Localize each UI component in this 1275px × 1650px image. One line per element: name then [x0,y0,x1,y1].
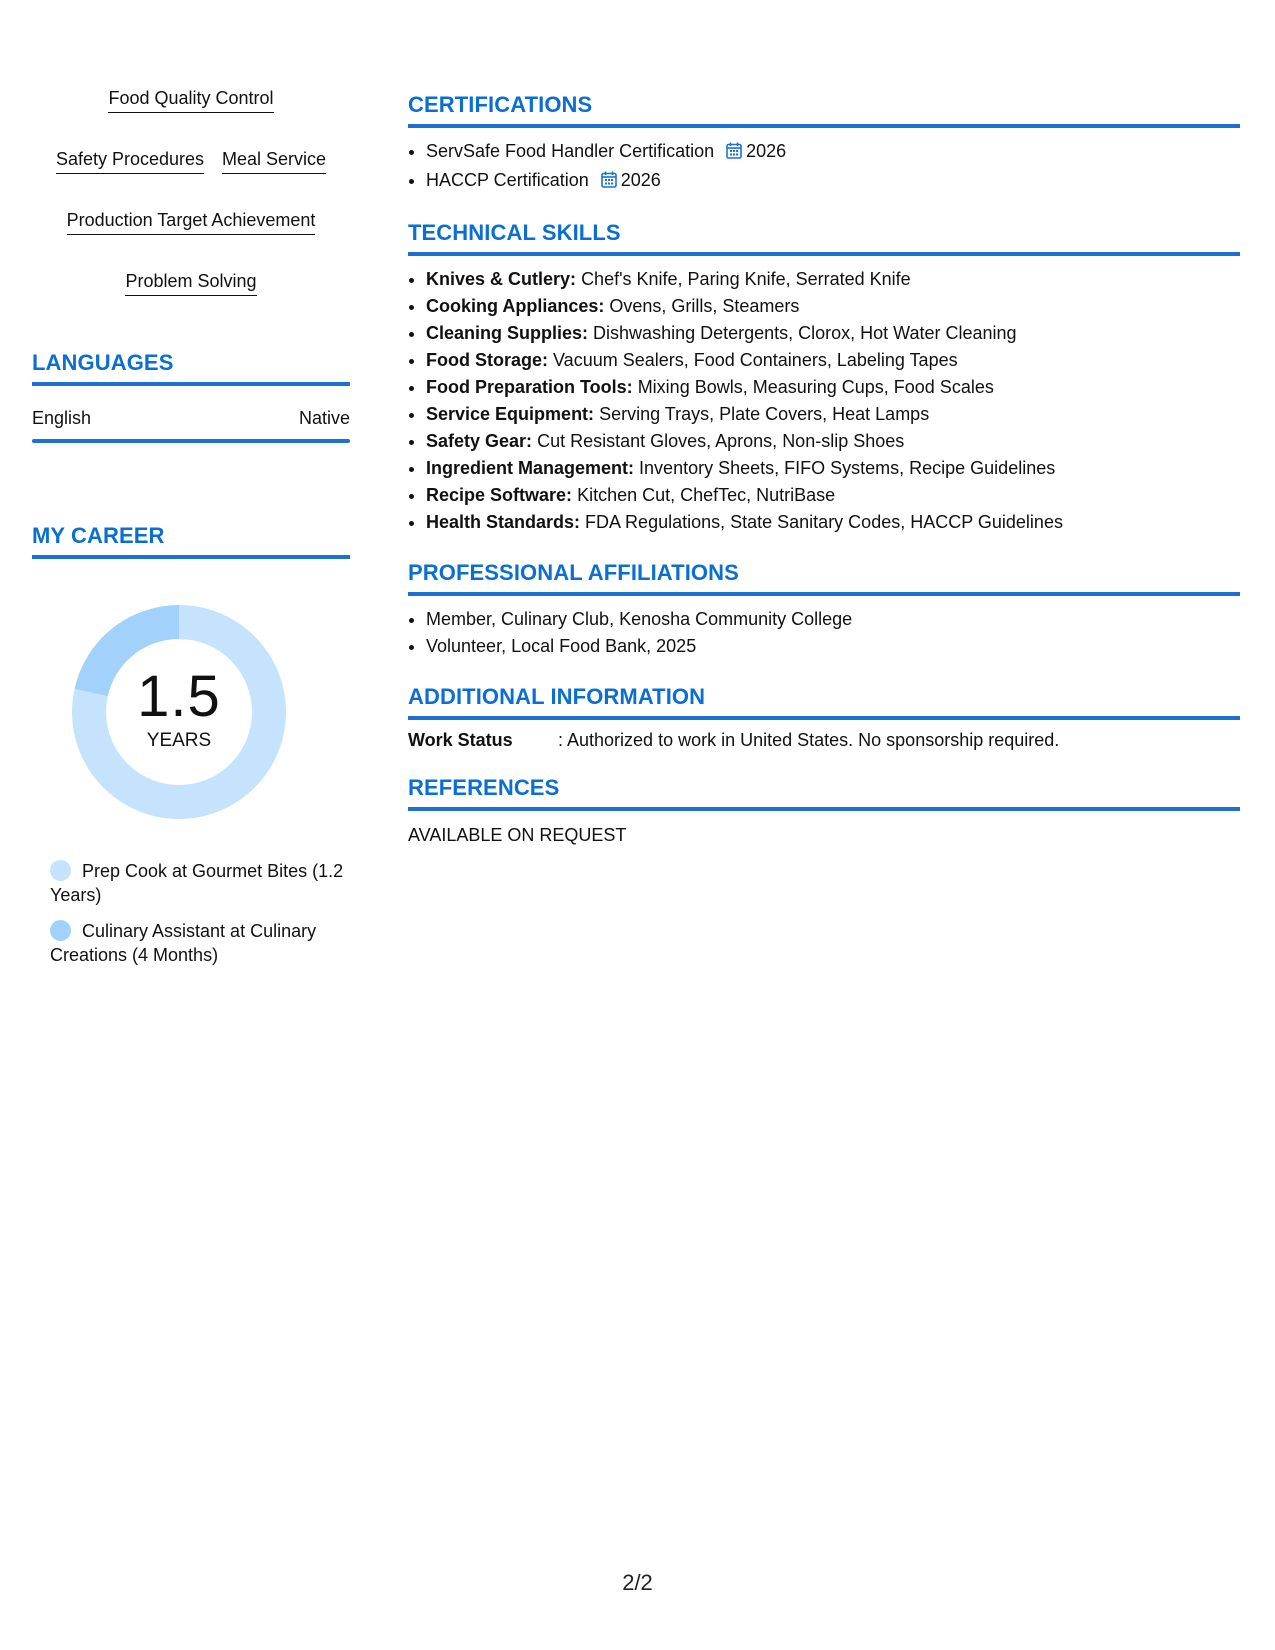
career-donut-chart [66,599,292,825]
certification-name: ServSafe Food Handler Certification [426,141,715,161]
skill-label: Health Standards: [426,512,581,532]
list-item [426,320,1240,347]
skill-label: Recipe Software: [426,485,573,505]
skill-value: Serving Trays, Plate Covers, Heat Lamps [599,404,930,424]
skill-label: Knives & Cutlery: [426,269,577,289]
work-status-value: : Authorized to work in United States. No sponsorship required. [558,730,1060,750]
skill-value: Mixing Bowls, Measuring Cups, Food Scales [637,377,994,397]
donut-center [66,599,292,825]
skill-value: Kitchen Cut, ChefTec, NutriBase [577,485,836,505]
core-skills-tags [32,86,350,296]
list-item [426,455,1240,482]
list-item [426,266,1240,293]
certification-year: 2026 [620,170,661,190]
career-heading: MY CAREER [32,523,350,559]
skill-value: Vacuum Sealers, Food Containers, Labeling Tapes [553,350,958,370]
skill-label: Cleaning Supplies: [426,323,589,343]
legend-label: Prep Cook at Gourmet Bites (1.2 Years) [50,861,344,905]
career-legend [50,859,350,967]
skill-tag: Food Quality Control [108,86,273,113]
references-text: AVAILABLE ON REQUEST [408,825,627,845]
certification-item [426,138,1240,167]
work-status-label: Work Status [408,730,513,750]
skill-label: Service Equipment: [426,404,595,424]
skill-label: Food Storage: [426,350,548,370]
affiliations-list [408,606,1240,660]
language-name: English [32,408,92,428]
list-item [426,293,1240,320]
technical-skills-heading: TECHNICAL SKILLS [408,220,1240,256]
certifications-section [408,92,1240,196]
skill-label: Cooking Appliances: [426,296,605,316]
list-item [426,428,1240,455]
list-item [426,347,1240,374]
skill-tag: Production Target Achievement [67,208,316,235]
certification-year: 2026 [746,141,787,161]
languages-heading: LANGUAGES [32,350,350,386]
legend-dot [50,860,71,881]
skill-value: Cut Resistant Gloves, Aprons, Non-slip Shoes [537,431,905,451]
affiliations-heading: PROFESSIONAL AFFILIATIONS [408,560,1240,596]
skill-tag: Meal Service [222,147,326,174]
skill-value: Inventory Sheets, FIFO Systems, Recipe Guidelines [639,458,1056,478]
technical-skills-section [408,220,1240,536]
skill-label: Safety Gear: [426,431,533,451]
skill-label: Ingredient Management: [426,458,635,478]
certifications-list [408,138,1240,196]
legend-item [50,859,350,907]
additional-info-section [408,684,1240,751]
work-status-row [408,730,1240,751]
list-item [426,482,1240,509]
skill-tag: Safety Procedures [56,147,204,174]
legend-dot [50,920,71,941]
references-heading: REFERENCES [408,775,1240,811]
career-total-unit: YEARS [146,730,212,751]
affiliations-section [408,560,1240,660]
skill-value: Chef's Knife, Paring Knife, Serrated Knife [581,269,911,289]
certification-item [426,167,1240,196]
skill-label: Food Preparation Tools: [426,377,633,397]
legend-label: Culinary Assistant at Culinary Creations (4 Months) [50,921,317,965]
skill-value: FDA Regulations, State Sanitary Codes, HACCP Guidelines [585,512,1063,532]
skill-value: Ovens, Grills, Steamers [609,296,800,316]
additional-info-heading: ADDITIONAL INFORMATION [408,684,1240,720]
language-proficiency-bar [32,439,350,443]
right-column [408,92,1240,870]
page-number: 2/2 [622,1570,653,1595]
list-item: • Volunteer, Local Food Bank, 2025 [426,633,1240,660]
list-item [426,401,1240,428]
career-total-years: 1.5 [137,664,221,729]
certifications-heading: CERTIFICATIONS [408,92,1240,128]
certification-name: HACCP Certification [426,170,589,190]
list-item [426,509,1240,536]
calendar-icon [601,169,617,196]
left-column [32,86,350,979]
references-section [408,775,1240,846]
technical-skills-list [408,266,1240,536]
skill-value: Dishwashing Detergents, Clorox, Hot Water Cleaning [593,323,1017,343]
list-item [426,374,1240,401]
language-row [32,408,350,439]
skill-tag: Problem Solving [125,269,256,296]
calendar-icon [726,140,742,167]
language-level: Native [298,408,350,428]
list-item: • Member, Culinary Club, Kenosha Community College [426,606,1240,633]
legend-item [50,919,350,967]
